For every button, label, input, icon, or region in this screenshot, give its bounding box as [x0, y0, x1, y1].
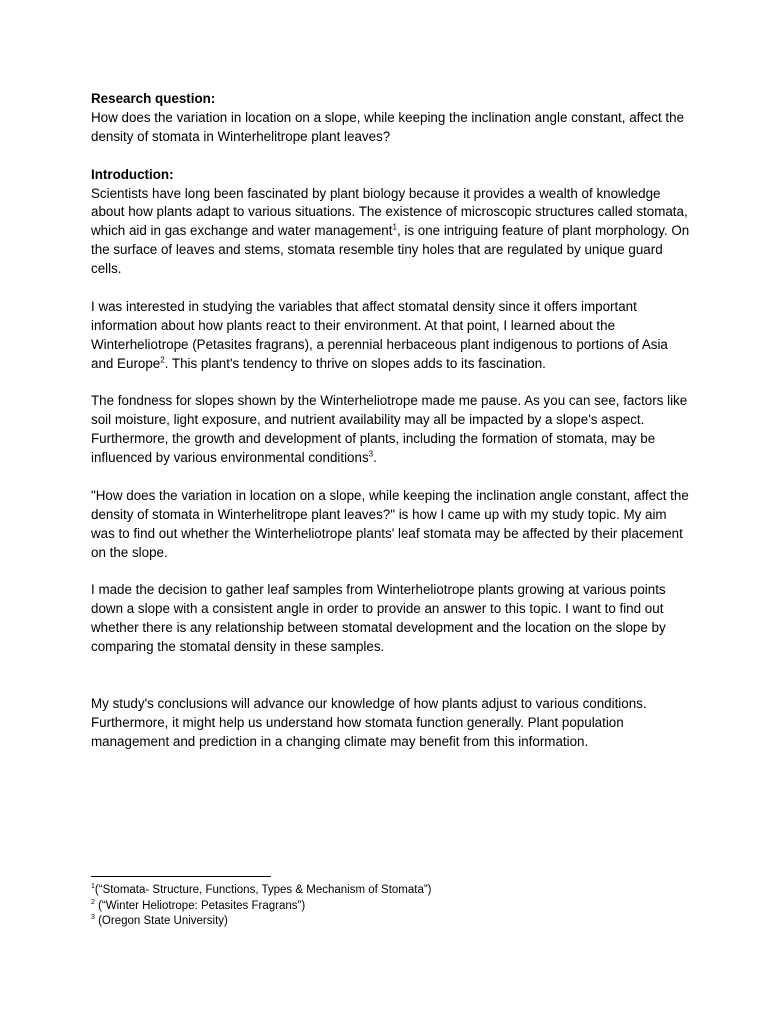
- research-question-text: How does the variation in location on a slope, while keeping the inclination angle constant, affect the density of stomata in Winterhelitrope plant leaves?: [91, 109, 685, 144]
- introduction-paragraph-1: [91, 185, 691, 280]
- p1-text-b: , is one intriguing feature of plant morphology. On the surface of leaves and stems, stomata resemble tiny holes that are regulated by unique guard cells.: [91, 223, 690, 277]
- footnote-text: (Oregon State University): [94, 915, 228, 927]
- document-body: [91, 90, 691, 752]
- footnote-number: 3: [91, 914, 95, 922]
- footnote-number: 1: [91, 883, 95, 891]
- spacer: [91, 279, 691, 298]
- introduction-paragraph-6: My study's conclusions will advance our knowledge of how plants adjust to various conditions. Furthermore, it might help us understand how stomata function generally. Plant population management and prediction in a changing climate may benefit from this information.: [91, 695, 647, 749]
- spacer: [91, 468, 691, 487]
- p2-text-a: I was interested in studying the variables that affect stomatal density since it offers important information about how plants react to their environment. At that point, I learned about the Winterheliotrope (Petasites fragrans), a perennial herbaceous plant indigenous to portions of Asia and Europe: [91, 298, 668, 371]
- footnote-ref-2: 2: [160, 355, 165, 365]
- footnote-text: (“Stomata- Structure, Functions, Types & Mechanism of Stomata”): [94, 884, 432, 896]
- introduction-heading: Introduction:: [91, 166, 174, 182]
- p2-text-b: . This plant's tendency to thrive on slopes adds to its fascination.: [164, 355, 546, 371]
- spacer: [91, 147, 691, 166]
- footnote-1: [91, 883, 691, 899]
- footnote-divider: [91, 876, 271, 877]
- footnotes: [91, 876, 691, 930]
- introduction-paragraph-5: I made the decision to gather leaf samples from Winterheliotrope plants growing at various points down a slope with a consistent angle in order to provide an answer to this topic. I want to find out whether there is any relationship between stomatal development and the location on the slope by comparing the stomatal density in these samples.: [91, 582, 666, 655]
- spacer: [91, 563, 691, 582]
- introduction-paragraph-4: "How does the variation in location on a slope, while keeping the inclination angle constant, affect the density of stomata in Winterhelitrope plant leaves?" is how I came up with my study topic. My aim was to find out whether the Winterheliotrope plants' leaf stomata may be affected by their placement on the slope.: [91, 487, 689, 560]
- spacer: [91, 657, 691, 695]
- footnote-ref-3: 3: [368, 449, 374, 459]
- research-question-heading: Research question:: [91, 91, 216, 106]
- introduction-paragraph-3: [91, 392, 691, 468]
- p3-text-b: .: [373, 450, 377, 466]
- footnote-3: [91, 914, 691, 930]
- p3-text-a: The fondness for slopes shown by the Winterheliotrope made me pause. As you can see, factors like soil moisture, light exposure, and nutrient availability may all be impacted by a slope's aspect. Furthermore, the growth and development of plants, including the formation of stomata, may be influenced by various environmental conditions: [91, 393, 688, 466]
- p1-text-a: Scientists have long been fascinated by plant biology because it provides a wealth of knowledge about how plants adapt to various situations. The existence of microscopic structures called stomata, which aid in gas exchange and water management: [91, 185, 688, 239]
- footnote-ref-1: 1: [392, 222, 397, 232]
- footnote-number: 2: [91, 898, 95, 906]
- introduction-paragraph-2: [91, 298, 691, 374]
- footnote-text: (“Winter Heliotrope: Petasites Fragrans”): [94, 899, 306, 912]
- spacer: [91, 374, 691, 393]
- footnote-2: [91, 899, 691, 915]
